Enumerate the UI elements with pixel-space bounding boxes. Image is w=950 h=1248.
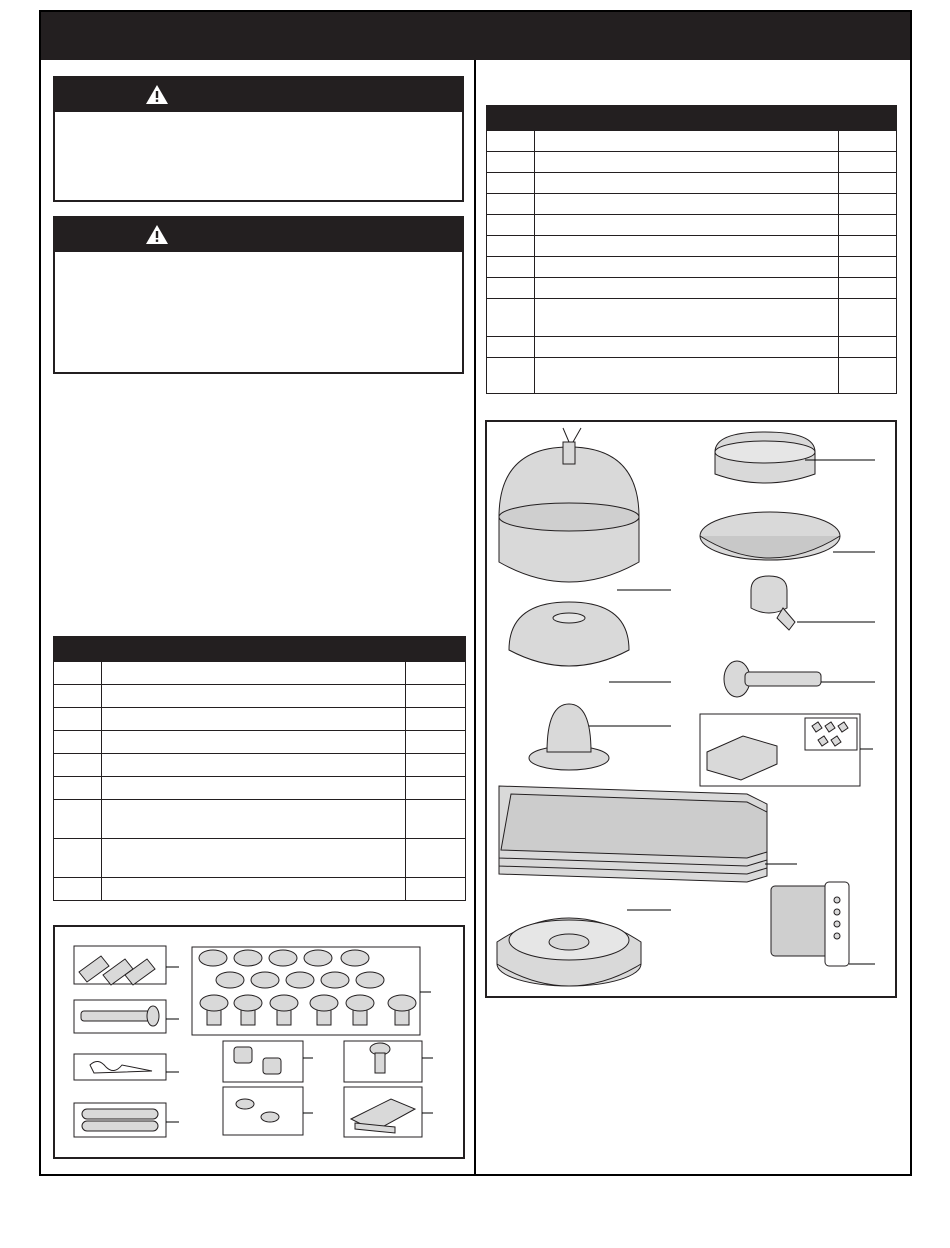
grounding-wires-illustration [74,1103,166,1137]
blade-screws-illustration [192,947,420,1035]
table-header-row [54,637,466,662]
table-row [54,878,466,901]
table-row [487,194,897,215]
warning-triangle-icon [145,224,169,245]
table-row [54,800,466,839]
clevis-pin-illustration [74,1000,166,1033]
fan-parts-illustrations [487,422,895,996]
light-kit-cover-illustration [529,704,609,770]
hanger-ball-illustration [751,576,795,630]
table-row [487,358,897,394]
fan-parts-illustration-box [485,420,897,998]
table-row [54,708,466,731]
table-row [487,236,897,257]
warning-header [55,78,462,112]
table-row [54,777,466,800]
canopy-illustration [509,602,629,666]
table-row [487,278,897,299]
canopy-ring-illustration [497,918,641,986]
hardware-table [53,636,466,901]
table-row [487,131,897,152]
warning-triangle-icon [145,84,169,105]
lock-washers-illustration [223,1087,303,1135]
table-row [54,731,466,754]
table-row [54,839,466,878]
wire-nuts-illustration [74,946,166,985]
table-header-row [487,106,897,131]
warning-box-2 [53,216,464,374]
column-divider [474,60,476,1176]
downrod-illustration [724,661,821,697]
table-row [487,257,897,278]
blade-balancing-kit-illustration [344,1087,422,1137]
hairpin-clip-illustration [74,1054,166,1080]
blade-set-illustration [499,786,767,882]
hardware-illustrations [55,927,463,1157]
bracket-screw-illustration [344,1041,422,1082]
remote-transmitter-illustration [771,882,849,966]
table-row [487,337,897,358]
table-row [487,299,897,337]
mounting-bracket-illustration [715,432,815,483]
switch-housing-cap-illustration [700,512,840,560]
warning-header [55,218,462,252]
table-row [487,215,897,236]
hardware-illustration-box [53,925,465,1159]
table-row [54,685,466,708]
table-row [54,754,466,777]
parts-table [486,105,897,394]
table-row [487,173,897,194]
warning-box-1 [53,76,464,202]
table-row [487,152,897,173]
rubber-grommets-illustration [223,1041,303,1082]
table-row [54,662,466,685]
motor-housing-illustration [499,428,639,582]
receiver-and-connectors-illustration [700,714,860,786]
